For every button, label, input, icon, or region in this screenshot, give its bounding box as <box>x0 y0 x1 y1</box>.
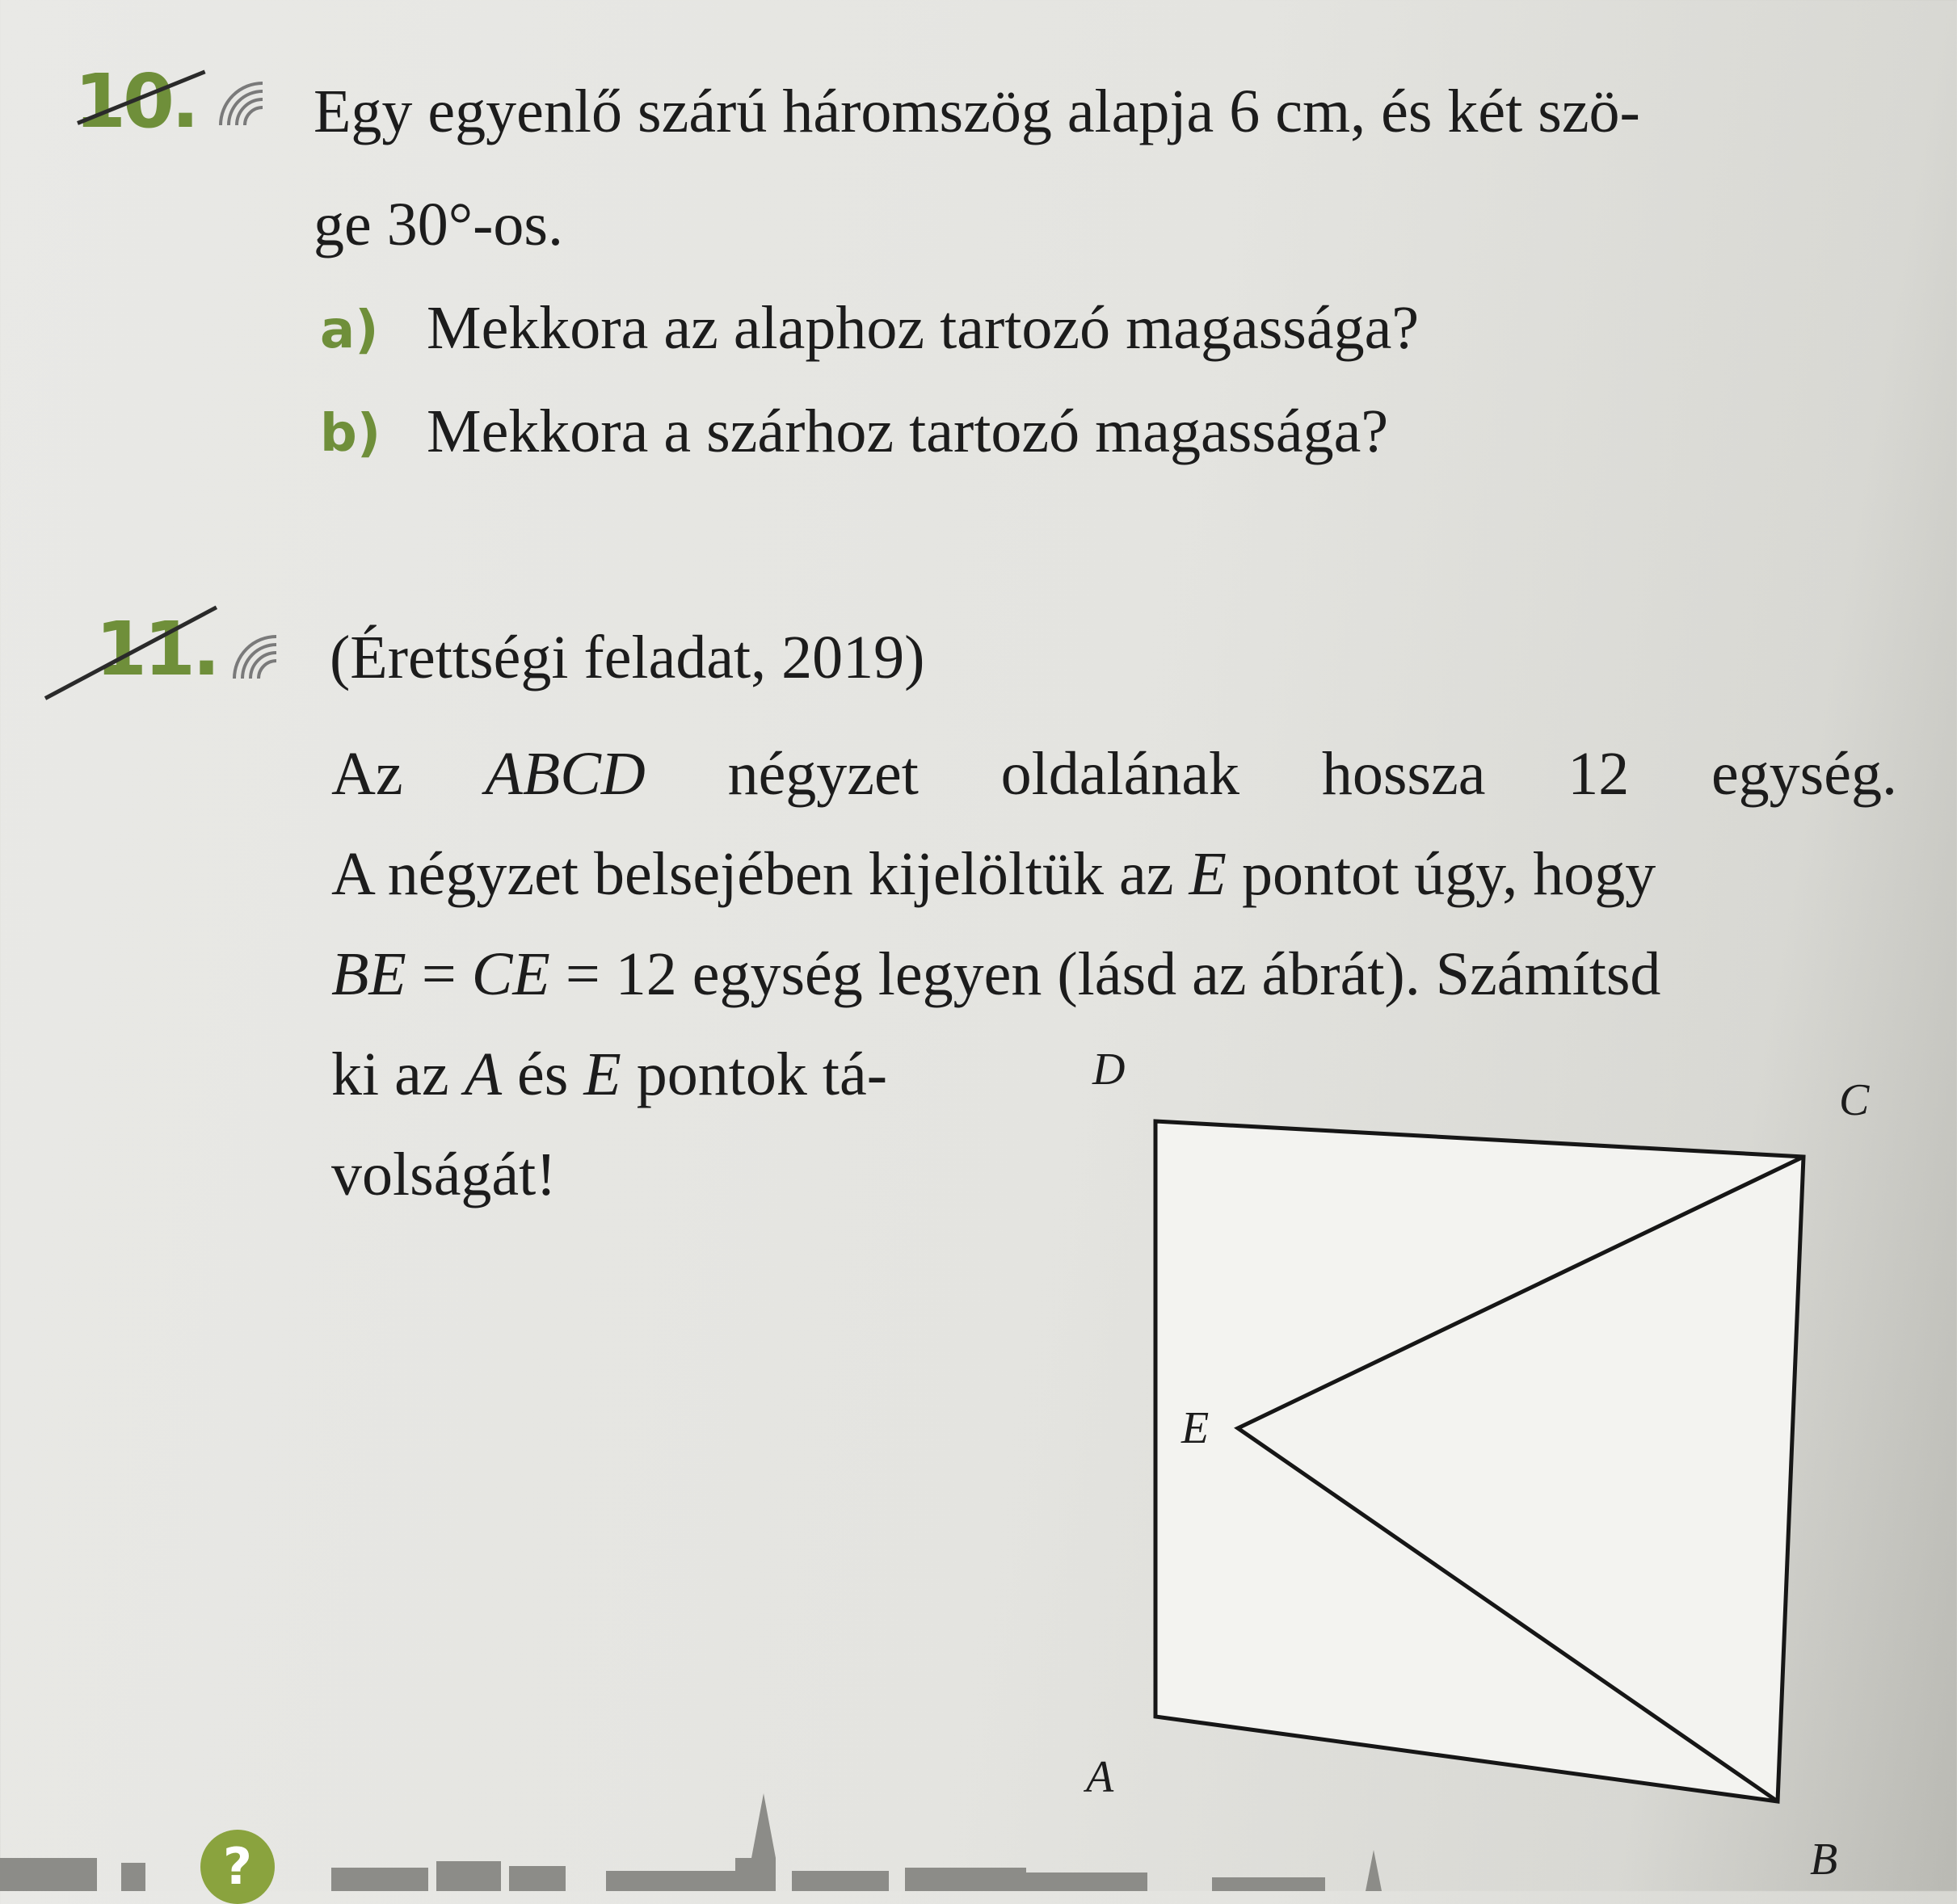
label-a: A <box>1086 1752 1114 1802</box>
problem-10-a-text: Mekkora az alaphoz tartozó magassága? <box>427 294 1420 362</box>
problem-10-number: 10. <box>74 58 196 145</box>
text-segment: ki az <box>331 1040 465 1108</box>
text-segment: pontot úgy, hogy <box>1226 840 1656 908</box>
point-e-ref: E <box>1189 840 1227 908</box>
segment-ce-ref: CE <box>471 940 550 1008</box>
word: oldalának <box>1000 740 1240 808</box>
problem-11-number: 11. <box>95 606 217 692</box>
problem-11-source: (Érettségi feladat, 2019) <box>330 624 925 691</box>
point-e-ref: E <box>583 1040 621 1108</box>
text-segment: = <box>406 940 472 1008</box>
problem-11-text-line-5: volságát! <box>331 1141 557 1208</box>
label-c: C <box>1839 1075 1870 1125</box>
label-e: E <box>1181 1403 1210 1453</box>
segment-be-ref: BE <box>331 940 406 1008</box>
word: hossza <box>1321 740 1486 808</box>
text-segment: és <box>502 1040 584 1108</box>
word: Az <box>331 740 403 808</box>
text-segment: = 12 egység legyen (lásd az ábrát). Számítsd <box>549 940 1661 1008</box>
label-d: D <box>1092 1044 1126 1095</box>
problem-10-text-line-2: ge 30°-os. <box>314 191 564 258</box>
problem-10-b-text: Mekkora a szárhoz tartozó magassága? <box>427 397 1389 465</box>
label-b: B <box>1810 1835 1838 1885</box>
word: egység. <box>1711 740 1897 808</box>
text-segment: pontok tá- <box>621 1040 888 1108</box>
help-question-icon: ? <box>200 1830 275 1904</box>
word: 12 <box>1568 740 1630 808</box>
square-abcd <box>1155 1121 1803 1801</box>
word: négyzet <box>727 740 919 808</box>
skyline-decoration <box>0 1777 1957 1891</box>
problem-10-a-letter: a) <box>320 301 379 360</box>
text-segment: A négyzet belsejében kijelöltük az <box>331 840 1189 908</box>
point-a-ref: A <box>464 1040 503 1108</box>
word: ABCD <box>485 740 646 808</box>
problem-10-text-line-1: Egy egyenlő szárú háromszög alapja 6 cm, és két szö- <box>314 78 1640 145</box>
problem-10-b-letter: b) <box>320 404 381 464</box>
